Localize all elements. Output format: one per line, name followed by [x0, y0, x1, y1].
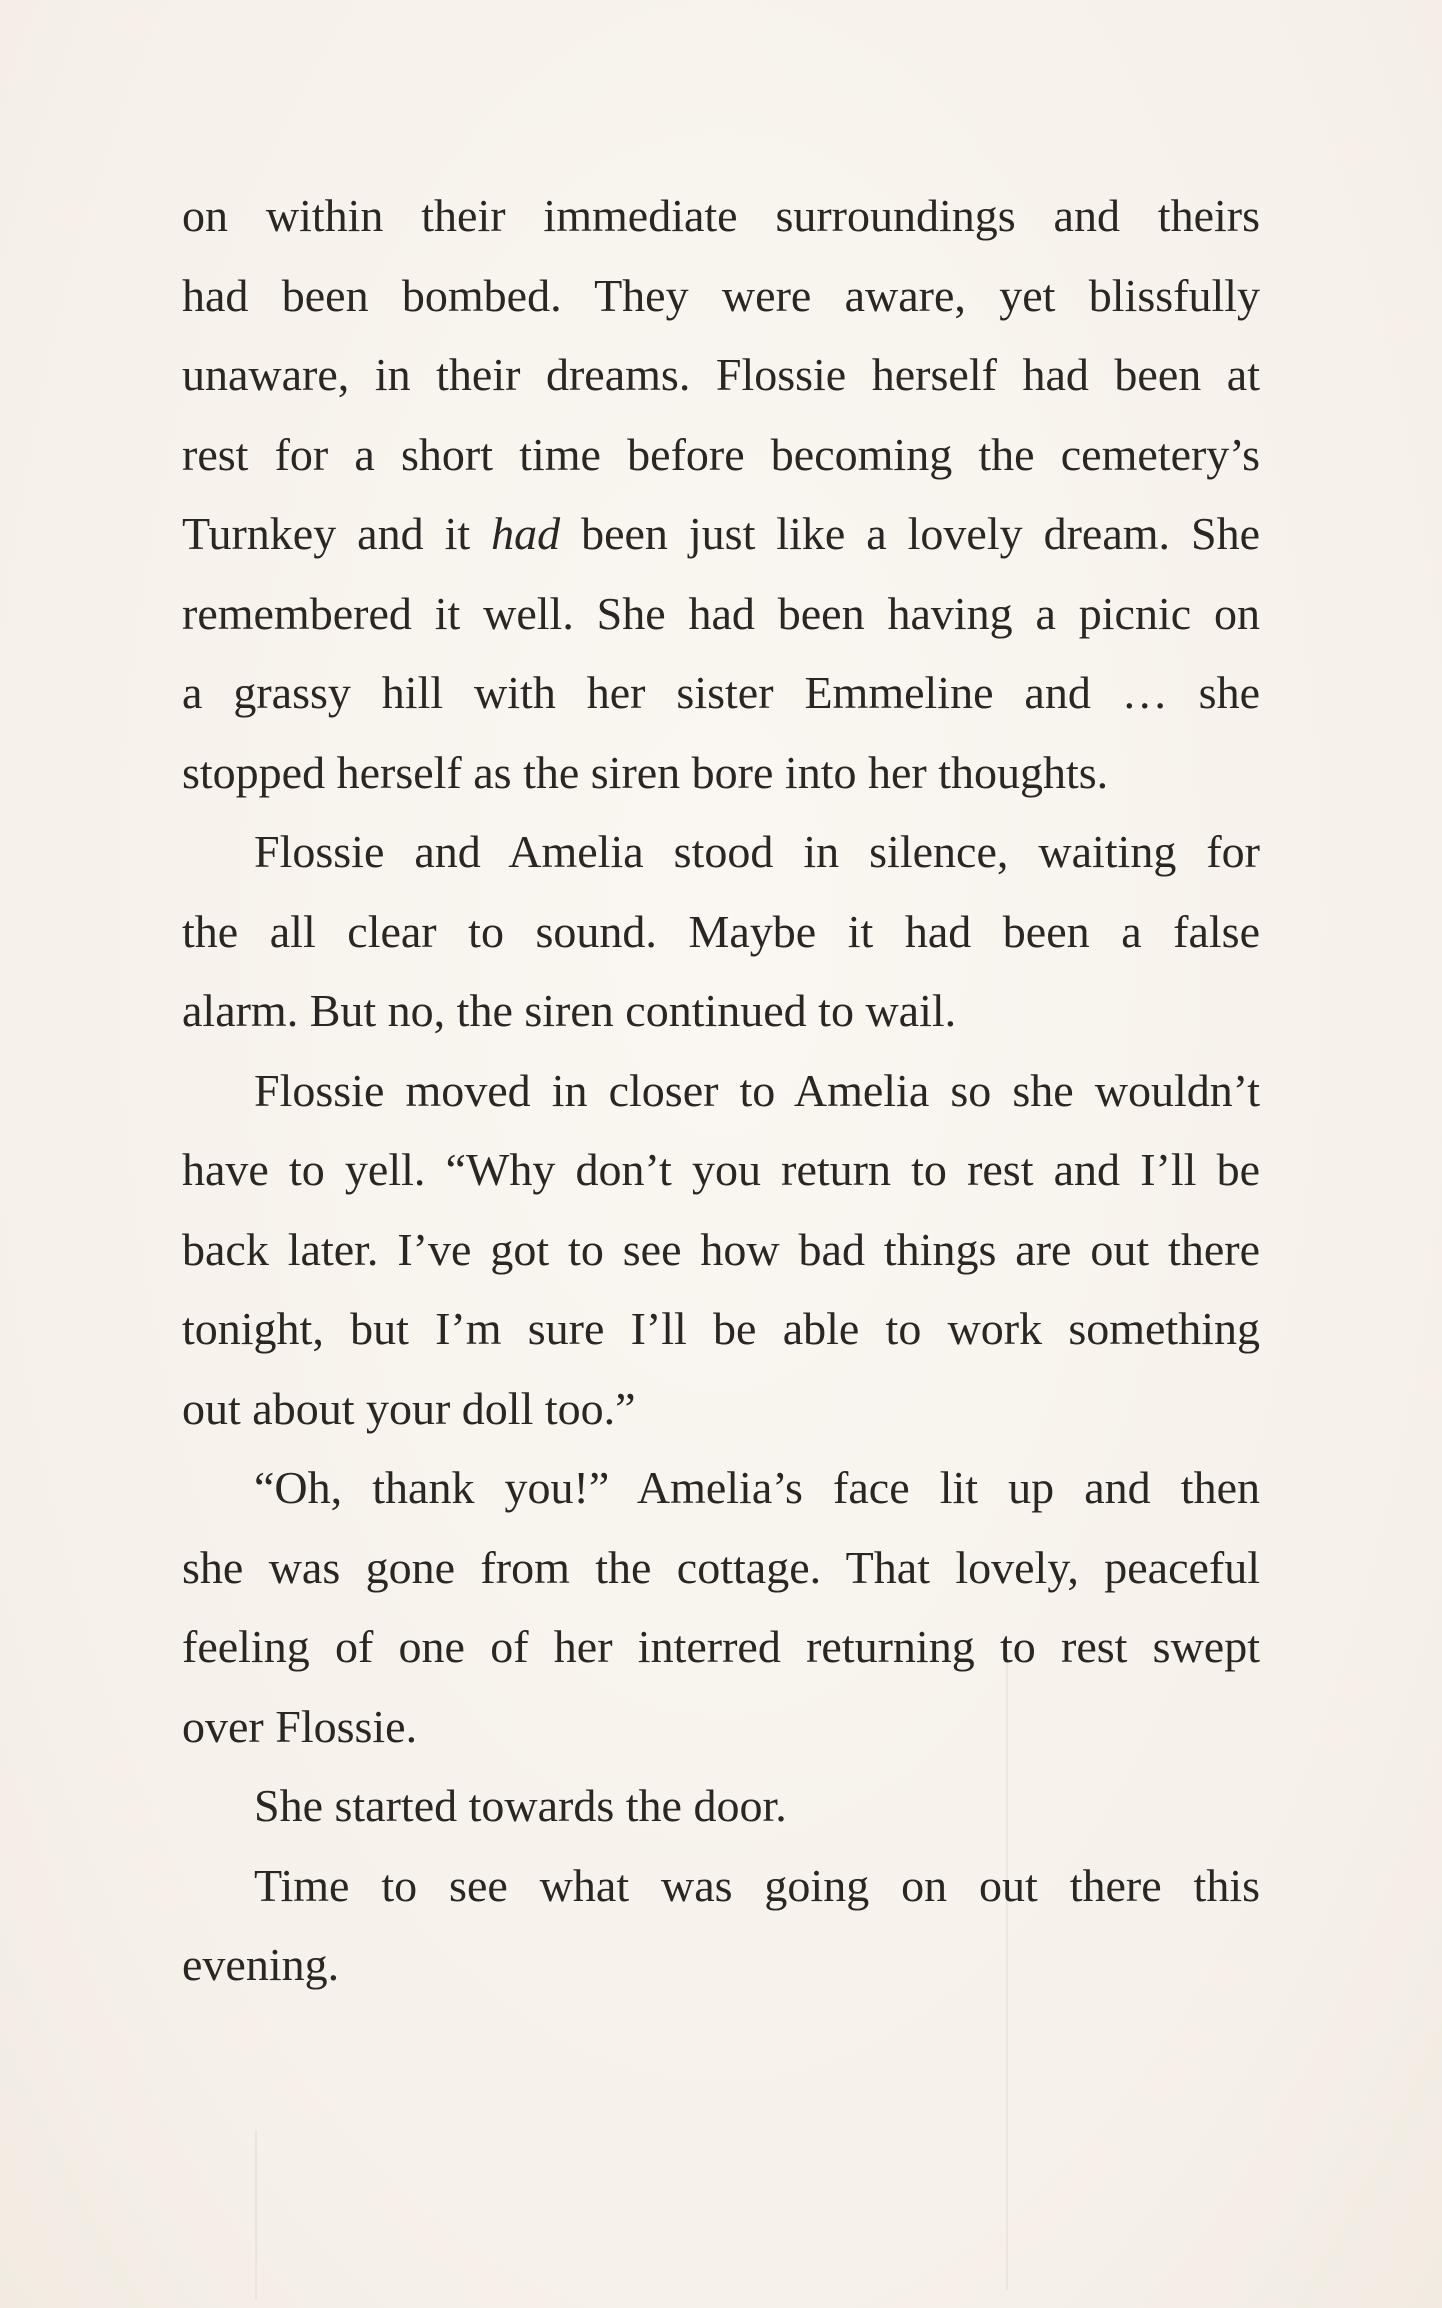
text-line: stopped herself as the siren bore into her thoughts.: [182, 746, 1109, 798]
text-line: on within their immediate surroundings and theirs: [182, 190, 1260, 241]
text-line: she was gone from the cottage. That lovely, peaceful: [182, 1541, 1260, 1593]
text-line: had been bombed. They were aware, yet blissfully: [182, 269, 1260, 321]
text-line: unaware, in their dreams. Flossie herself had been at: [182, 349, 1260, 400]
text-run: been just like a lovely dream. She: [560, 508, 1260, 559]
paragraph-first-line: Flossie and Amelia stood in silence, waiting for: [254, 826, 1260, 877]
text-line: back later. I’ve got to see how bad things are out there: [182, 1223, 1260, 1275]
paragraph-first-line: Time to see what was going on out there this: [254, 1859, 1260, 1911]
text-line: a grassy hill with her sister Emmeline and … she: [182, 667, 1260, 718]
text-line: evening.: [182, 1939, 340, 1990]
text-line: rest for a short time before becoming the cemetery’s: [182, 428, 1260, 480]
paragraph-first-line: Flossie moved in closer to Amelia so she wouldn’t: [254, 1064, 1260, 1116]
text-line: the all clear to sound. Maybe it had been a false: [182, 905, 1260, 957]
text-line: [182, 494, 1260, 574]
text-line: over Flossie.: [182, 1700, 418, 1752]
page-edge-mark: [255, 2130, 257, 2300]
text-line: out about your doll too.”: [182, 1382, 636, 1434]
emphasis-text: had: [491, 508, 561, 559]
text-line: feeling of one of her interred returning to rest swept: [182, 1621, 1260, 1672]
paragraph-first-line: She started towards the door.: [254, 1780, 787, 1831]
text-line: have to yell. “Why don’t you return to rest and I’ll be: [182, 1144, 1260, 1195]
text-run: Turnkey and it: [182, 508, 492, 559]
text-line: tonight, but I’m sure I’ll be able to work something: [182, 1303, 1260, 1354]
paragraph-first-line: “Oh, thank you!” Amelia’s face lit up and then: [254, 1462, 1260, 1513]
text-line: remembered it well. She had been having a picnic on: [182, 587, 1260, 639]
body-text: [182, 176, 1260, 2005]
text-line: alarm. But no, the siren continued to wail.: [182, 985, 957, 1036]
